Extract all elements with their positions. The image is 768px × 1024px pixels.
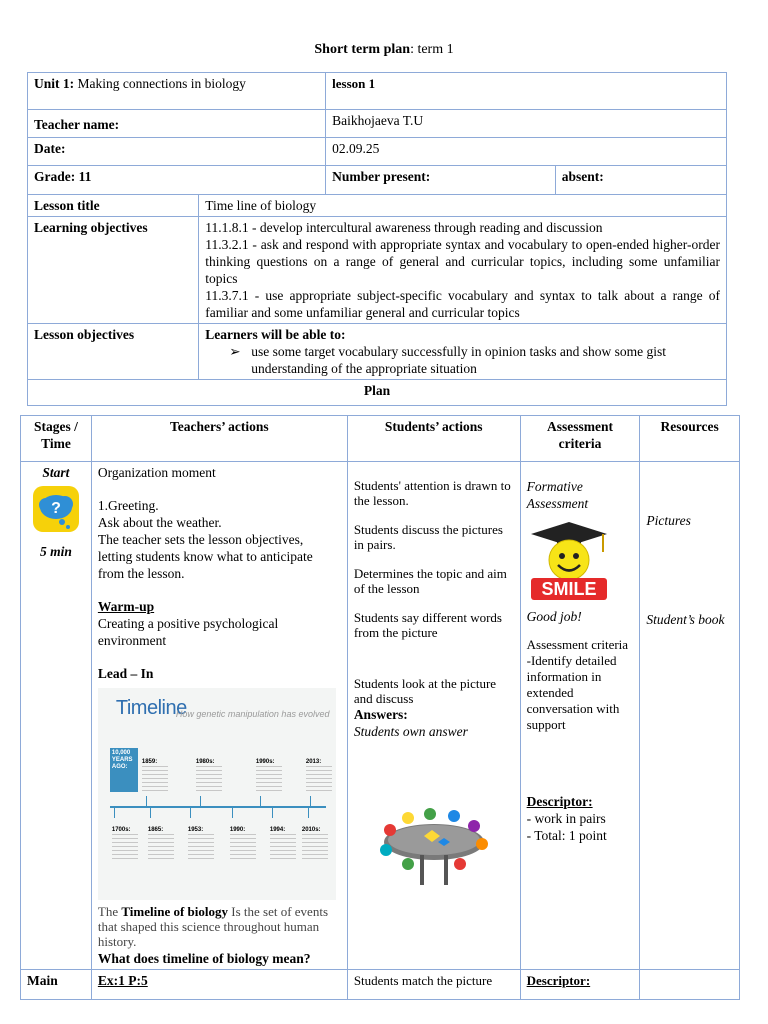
absent-label: absent:	[555, 166, 726, 195]
learning-objectives	[199, 217, 727, 324]
students-own-answer: Students own answer	[353, 724, 468, 739]
sets-objectives: The teacher sets the lesson objectives, letting students know what to anticipate from the lesson.	[97, 532, 313, 581]
svg-text:?: ?	[51, 500, 61, 517]
descriptor-item: - Total: 1 point	[526, 828, 607, 843]
student-action: Students say different words from the picture	[353, 610, 502, 640]
timeline-definition: The Timeline of biology Is the set of events that shaped this science throughout human history.	[97, 904, 329, 949]
lesson-objectives	[199, 324, 727, 380]
assessment-start	[520, 462, 640, 970]
objective-3: 11.3.7.1 - use appropriate subject-specific vocabulary and syntax to talk about a range of familiar and some unfamiliar general and curricular topics	[205, 288, 720, 320]
objective-1: 11.1.8.1 - develop intercultural awareness through reading and discussion	[205, 220, 603, 235]
main-exercise: Ex:1 P:5	[91, 970, 347, 1000]
lesson-objective-bullet: ➢ use some target vocabulary successfully in opinion tasks and show some gist understanding of the appropriate situation	[229, 344, 667, 376]
lead-in-heading: Lead – In	[97, 666, 154, 681]
students-actions-start	[347, 462, 520, 970]
org-moment: Organization moment	[97, 465, 216, 480]
timeline-label: 2010s:	[301, 827, 321, 833]
timeline-label: 1865:	[147, 827, 164, 833]
col-stages: Stages / Time	[21, 416, 92, 462]
learning-objectives-label: Learning objectives	[28, 217, 199, 324]
timeline-first-box: 10,000 YEARS AGO:	[110, 748, 138, 792]
lesson-number: lesson 1	[326, 73, 727, 110]
answers-heading: Answers:	[353, 707, 408, 722]
learners-able-to: Learners will be able to:	[205, 327, 346, 342]
main-descriptor: Descriptor:	[520, 970, 640, 1000]
lesson-title-label: Lesson title	[28, 195, 199, 217]
formative-assessment: Formative Assessment	[526, 479, 589, 511]
col-teachers-actions: Teachers’ actions	[91, 416, 347, 462]
main-students-action: Students match the picture	[347, 970, 520, 1000]
greeting: 1.Greeting.	[97, 498, 159, 513]
good-job: Good job!	[526, 609, 582, 624]
lesson-objectives-label: Lesson objectives	[28, 324, 199, 380]
grade-label: Grade: 11	[28, 166, 326, 195]
timeline-label: 1980s:	[195, 759, 215, 765]
lesson-title-value: Time line of biology	[199, 195, 727, 217]
resources-start	[640, 462, 740, 970]
teacher-label: Teacher name:	[28, 110, 326, 138]
objective-2: 11.3.2.1 - ask and respond with appropriate syntax and vocabulary to open-ended higher-order thinking questions on a range of general and curricular topics, including some unfamiliar topics	[205, 237, 720, 286]
warm-up-heading: Warm-up	[97, 599, 155, 614]
timeline-question: What does timeline of biology mean?	[97, 951, 311, 966]
stage-start: Start	[42, 465, 70, 480]
student-action: Students discuss the pictures in pairs.	[353, 522, 503, 552]
teacher-actions-start	[91, 462, 347, 970]
timeline-image	[98, 688, 336, 900]
timeline-label: 2013:	[305, 759, 322, 765]
plan-table	[20, 415, 740, 1000]
student-action: Students look at the picture and discuss	[353, 676, 497, 706]
resource-students-book: Student’s book	[646, 612, 725, 627]
student-action: Students' attention is drawn to the lesson.	[353, 478, 511, 508]
timeline-image-subtitle: How genetic manipulation has evolved	[175, 709, 330, 719]
descriptor-heading: Descriptor:	[526, 794, 593, 809]
timeline-label: 1700s:	[111, 827, 131, 833]
descriptor-item: - work in pairs	[526, 811, 606, 826]
plan-heading: Plan	[28, 380, 727, 406]
resource-pictures: Pictures	[646, 513, 691, 528]
col-assessment: Assessment criteria	[520, 416, 640, 462]
teacher-value: Baikhojaeva T.U	[326, 110, 727, 138]
stage-time: 5 min	[39, 544, 72, 559]
timeline-axis	[110, 806, 326, 808]
lesson-header-table	[27, 72, 727, 406]
col-resources: Resources	[640, 416, 740, 462]
timeline-label: 1990s:	[255, 759, 275, 765]
date-value: 02.09.25	[326, 138, 727, 166]
main-resources	[640, 970, 740, 1000]
smile-graduate-icon	[527, 518, 611, 602]
weather: Ask about the weather.	[97, 515, 222, 530]
positive-environment: Creating a positive psychological environment	[97, 616, 279, 648]
round-table-image	[368, 800, 500, 890]
date-label: Date:	[28, 138, 326, 166]
unit-cell: Unit 1: Making connections in biology	[28, 73, 326, 110]
timeline-label: 1994:	[269, 827, 286, 833]
smile-logo-text: SMILE	[541, 579, 597, 599]
assessment-criteria-label: Assessment criteria	[526, 637, 629, 652]
number-present-label: Number present:	[326, 166, 556, 195]
document-title: Short term plan: term 1	[314, 42, 454, 57]
timeline-label: 1990:	[229, 827, 246, 833]
timeline-image-title: Timeline	[115, 697, 187, 719]
question-cloud-icon	[32, 485, 80, 533]
timeline-label: 1953:	[187, 827, 204, 833]
col-students-actions: Students’ actions	[347, 416, 520, 462]
student-action: Determines the topic and aim of the lesson	[353, 566, 507, 596]
assessment-criteria-detail: -Identify detailed information in extended conversation with support	[526, 653, 620, 732]
arrow-bullet-icon: ➢	[229, 344, 241, 359]
timeline-label: 1859:	[141, 759, 158, 765]
stage-start-cell	[21, 462, 92, 970]
stage-main: Main	[21, 970, 92, 1000]
